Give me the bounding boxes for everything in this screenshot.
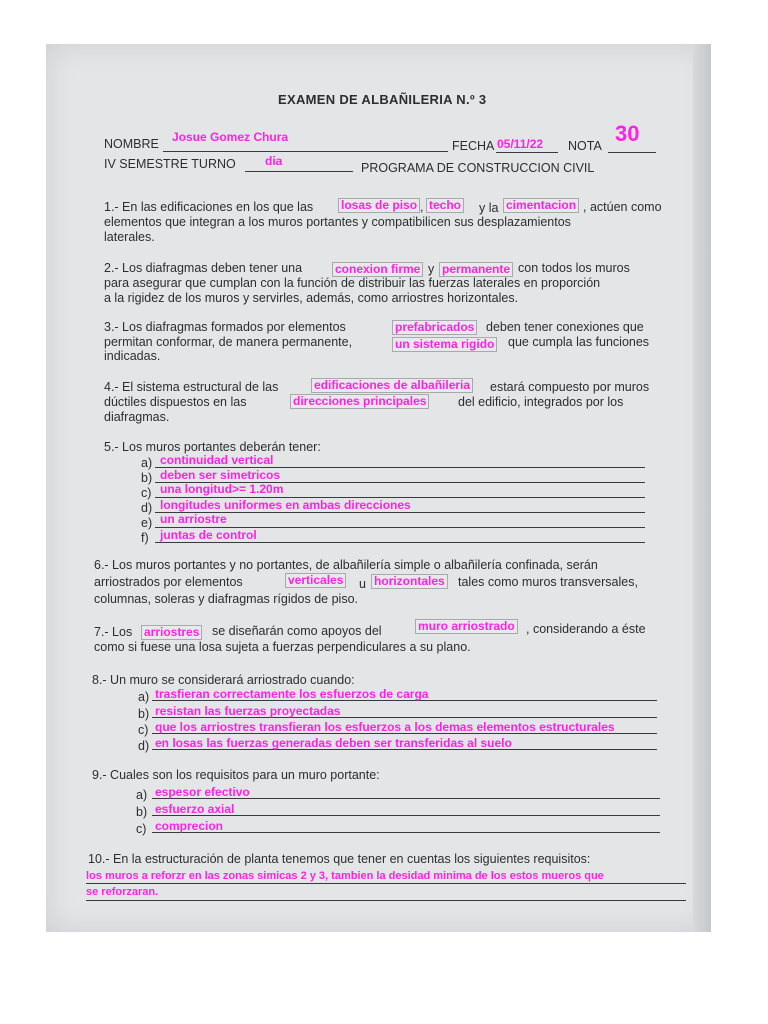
nota-line (608, 152, 656, 153)
q3-text-line2b: que cumpla las funciones (508, 335, 650, 349)
q8-answer-c: que los arriostres transfieran los esfuerzos a los demas elementos estructurales (155, 720, 615, 734)
q5-answer-b: deben ser simetricos (160, 468, 281, 482)
q4-answer-1: edificaciones de albañileria (311, 378, 473, 393)
q1-text-d: , actúen como (583, 200, 662, 214)
q7-text-line2: como si fuese una losa sujeta a fuerzas perpendiculares a su plano. (94, 640, 471, 654)
q5-line-d (155, 512, 645, 513)
q1-text-a: 1.- En las edificaciones en los que las (104, 200, 314, 214)
q2-text-a: 2.- Los diafragmas deben tener una (104, 261, 303, 275)
q3-text-line3: indicadas. (104, 349, 161, 363)
q3-answer-1: prefabricados (392, 320, 477, 335)
exam-title: EXAMEN DE ALBAÑILERIA N.º 3 (278, 92, 487, 107)
q10-text: 10.- En la estructuración de planta tenemos que tener en cuentas los siguientes requisitos: (88, 852, 591, 866)
q5-letter-a: a) (141, 456, 153, 470)
label-semestre: IV SEMESTRE TURNO (104, 157, 236, 171)
q6-answer-2: horizontales (371, 574, 448, 589)
label-programa: PROGRAMA DE CONSTRUCCION CIVIL (361, 161, 595, 175)
q6-text-line2b: u (359, 577, 366, 591)
q5-line-f (155, 542, 645, 543)
q9-answer-a: espesor efectivo (155, 785, 250, 799)
q5-letter-f: f) (141, 531, 149, 545)
q4-text-line2a: dúctiles dispuestos en las (104, 395, 247, 409)
q4-text-b: estará compuesto por muros (490, 380, 650, 394)
answer-nombre: Josue Gomez Chura (172, 130, 289, 144)
q5-text: 5.- Los muros portantes deberán tener: (104, 440, 321, 454)
q2-text-c: con todos los muros (518, 261, 630, 275)
q10-line-1 (86, 883, 686, 884)
label-nota: NOTA (568, 139, 602, 153)
q1-text-line3: laterales. (104, 230, 155, 244)
q10-line-2 (86, 900, 686, 901)
q1-text-line2: elementos que integran a los muros portantes y compatibilicen sus desplazamientos (104, 215, 571, 229)
q5-answer-c: una longitud>= 1.20m (160, 482, 284, 496)
q8-answer-a: trasfieran correctamente los esfuerzos de carga (155, 687, 429, 701)
fecha-line (496, 152, 558, 153)
q1-answer-2: techo (426, 198, 464, 213)
q5-answer-e: un arriostre (160, 512, 227, 526)
q9-line-c (152, 832, 660, 833)
q5-answer-f: juntas de control (160, 528, 257, 542)
q4-text-line2b: del edificio, integrados por los (458, 395, 624, 409)
q6-text-line3: columnas, soleras y diafragmas rígidos de piso. (94, 592, 359, 606)
q5-letter-e: e) (141, 516, 153, 530)
q6-answer-1: verticales (285, 573, 346, 588)
q2-text-line2: para asegurar que cumplan con la función de distribuir las fuerzas laterales en proporción (104, 276, 601, 290)
q8-letter-c: c) (138, 723, 149, 737)
q5-letter-c: c) (141, 486, 152, 500)
q2-answer-1: conexion firme (332, 262, 423, 277)
q9-answer-c: comprecion (155, 819, 224, 833)
q7-text-c: , considerando a éste (526, 622, 646, 636)
q2-answer-2: permanente (439, 262, 513, 277)
q7-text-a: 7.- Los (94, 625, 133, 639)
q5-letter-b: b) (141, 471, 153, 485)
q9-letter-c: c) (136, 822, 147, 836)
q8-answer-d: en losas las fuerzas generadas deben ser transferidas al suelo (155, 736, 512, 750)
answer-nota: 30 (615, 121, 640, 146)
q8-letter-d: d) (138, 739, 150, 753)
q3-text-a: 3.- Los diafragmas formados por elementos (104, 320, 346, 334)
q2-text-line3: a la rigidez de los muros y servirles, además, como arriostres horizontales. (104, 291, 519, 305)
q6-text-line2a: arriostrados por elementos (94, 575, 243, 589)
q6-text-line2c: tales como muros transversales, (458, 575, 638, 589)
answer-turno: dia (265, 154, 283, 168)
q4-text-a: 4.- El sistema estructural de las (104, 380, 279, 394)
q7-answer-1: arriostres (141, 625, 202, 640)
q1-answer-3: cimentacion (503, 198, 579, 213)
q1-answer-1: losas de piso (338, 198, 420, 213)
q4-text-line3: diafragmas. (104, 410, 170, 424)
q3-text-line2a: permitan conformar, de manera permanente, (104, 335, 353, 349)
q8-letter-a: a) (138, 690, 150, 704)
q5-answer-a: continuidad vertical (160, 453, 274, 467)
q6-text-line1: 6.- Los muros portantes y no portantes, de albañilería simple o albañilería confinada, serán (94, 558, 598, 572)
q9-text: 9.- Cuales son los requisitos para un muro portante: (92, 768, 380, 782)
q10-answer-line1: los muros a reforzr en las zonas simicas 2 y 3, tambien la desidad minima de los estos mueros que (86, 870, 604, 882)
q1-text-b: , (420, 200, 424, 214)
label-fecha: FECHA (452, 139, 495, 153)
q4-answer-2: direcciones principales (290, 394, 429, 409)
paper-edge (693, 44, 711, 932)
q9-letter-a: a) (136, 788, 148, 802)
nombre-line (163, 151, 448, 152)
answer-fecha: 05/11/22 (497, 137, 544, 151)
q9-answer-b: esfuerzo axial (155, 802, 235, 816)
q9-letter-b: b) (136, 805, 148, 819)
turno-line (245, 171, 353, 172)
q10-answer-line2: se reforzaran. (86, 886, 159, 898)
q1-text-c: y la (479, 201, 499, 215)
q7-text-b: se diseñarán como apoyos del (212, 624, 382, 638)
q8-text: 8.- Un muro se considerará arriostrado cuando: (92, 673, 355, 687)
q5-letter-d: d) (141, 501, 153, 515)
q3-answer-2: un sistema rigido (392, 337, 497, 352)
label-nombre: NOMBRE (104, 137, 159, 151)
q2-text-b: y (428, 262, 435, 276)
q8-answer-b: resistan las fuerzas proyectadas (155, 704, 341, 718)
q7-answer-2: muro arriostrado (415, 619, 518, 634)
q3-text-b: deben tener conexiones que (486, 320, 644, 334)
q5-answer-d: longitudes uniformes en ambas direcciones (160, 498, 411, 512)
q8-letter-b: b) (138, 707, 150, 721)
